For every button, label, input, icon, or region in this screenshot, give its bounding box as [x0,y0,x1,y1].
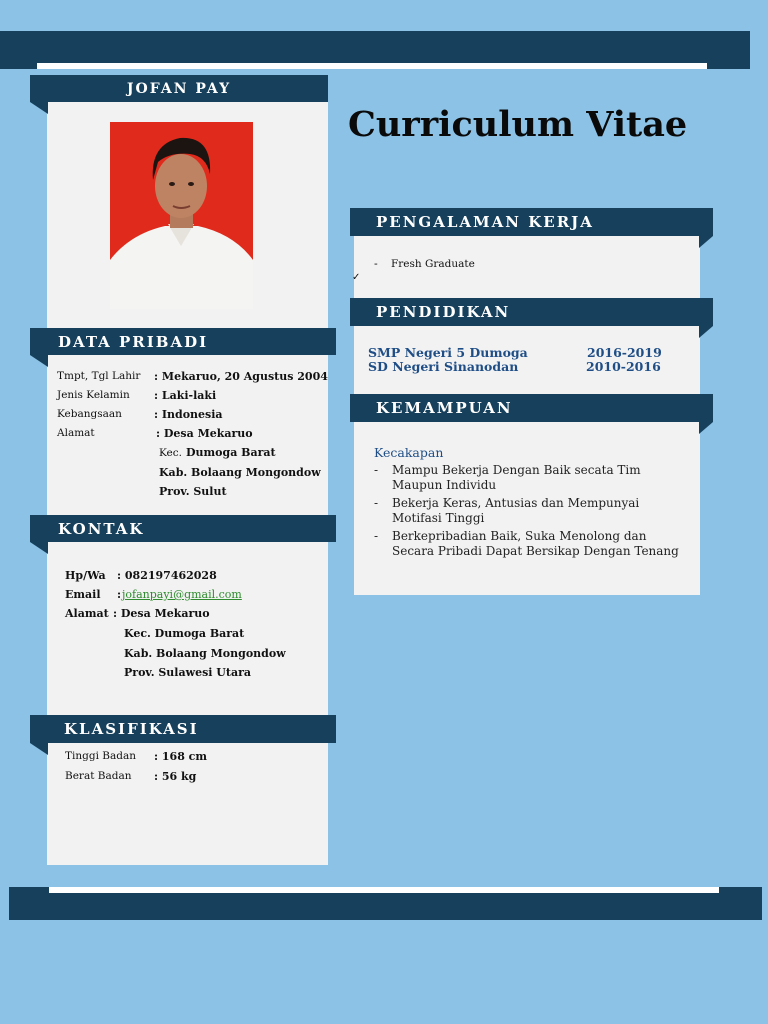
name-ribbon-fold [30,102,48,114]
alamat-value: : Desa Mekaruo [156,427,253,440]
profile-photo [110,122,253,309]
name-ribbon [30,75,328,102]
email-colon: : [117,588,122,601]
edu-school-2: SD Negeri Sinanodan [368,359,519,374]
edu-years-1: 2016-2019 [587,345,662,360]
check-icon: ✓ [352,272,361,283]
alamat-label: Alamat [57,427,95,439]
hp-label: Hp/Wa [65,569,106,582]
alamat-kab: Kab. Bolaang Mongondow [159,466,321,479]
data-pribadi-heading [30,328,336,355]
skill-text: Bekerja Keras, Antusias dan Mempunyai Motifasi Tinggi [392,496,640,525]
document-title: Curriculum Vitae [348,104,688,145]
pengalaman-fold [699,236,713,248]
klasifikasi-fold [30,743,48,755]
pendidikan-fold [699,326,713,338]
kemampuan-fold [699,422,713,434]
skill-dash: - [374,496,379,510]
klasifikasi-title: KLASIFIKASI [64,720,199,738]
email-label: Email [65,588,101,601]
jenis-kelamin-label: Jenis Kelamin [57,389,130,401]
berat-badan-value: : 56 kg [154,770,197,783]
pengalaman-item: Fresh Graduate [391,258,475,270]
email-link[interactable]: jofanpayi@gmail.com [122,588,242,601]
kecakapan-subheading: Kecakapan [374,445,444,460]
kemampuan-heading [350,394,713,422]
name-text: JOFAN PAY [126,80,232,97]
alamat-prov: Prov. Sulut [159,485,227,498]
skill-text: Berkepribadian Baik, Suka Menolong dan Secara Pribadi Dapat Bersikap Dengan Tenang [392,529,679,558]
alamat-kec-prefix: Kec. [159,447,182,459]
person-icon [110,122,253,309]
edu-years-2: 2010-2016 [586,359,661,374]
alamat-kec-value: Dumoga Barat [186,446,276,459]
hp-value: : 082197462028 [117,569,217,582]
tinggi-badan-label: Tinggi Badan [65,750,136,762]
kontak-alamat-value: : Desa Mekaruo [113,607,210,620]
kontak-alamat-kab: Kab. Bolaang Mongondow [124,647,286,660]
kontak-alamat-prov: Prov. Sulawesi Utara [124,666,251,679]
pendidikan-heading [350,298,713,326]
pengalaman-heading [350,208,713,236]
kontak-title: KONTAK [58,519,145,538]
top-band-stripe [37,63,707,69]
skill-text: Mampu Bekerja Dengan Baik secata Tim Maupun Individu [392,463,641,492]
kontak-fold [30,542,48,554]
berat-badan-label: Berat Badan [65,770,132,782]
skill-dash: - [374,529,379,543]
kontak-alamat-label: Alamat [65,607,109,620]
klasifikasi-heading [30,715,336,743]
skill-dash: - [374,463,379,477]
kebangsaan-label: Kebangsaan [57,408,122,420]
pendidikan-title: PENDIDIKAN [376,303,511,321]
jenis-kelamin-value: : Laki-laki [154,389,217,402]
data-pribadi-fold [30,355,48,367]
kontak-alamat-kec: Kec. Dumoga Barat [124,627,245,640]
tinggi-badan-value: : 168 cm [154,750,208,763]
tempat-lahir-label: Tmpt, Tgl Lahir [57,370,141,382]
pengalaman-dash: - [374,257,378,270]
kebangsaan-value: : Indonesia [154,408,223,421]
data-pribadi-title: DATA PRIBADI [58,332,209,351]
kemampuan-title: KEMAMPUAN [376,399,513,417]
kontak-heading [30,515,336,542]
pengalaman-title: PENGALAMAN KERJA [376,213,594,231]
edu-school-1: SMP Negeri 5 Dumoga [368,345,528,360]
tempat-lahir-value: : Mekaruo, 20 Agustus 2004 [154,370,328,383]
bottom-band-stripe [49,887,719,893]
